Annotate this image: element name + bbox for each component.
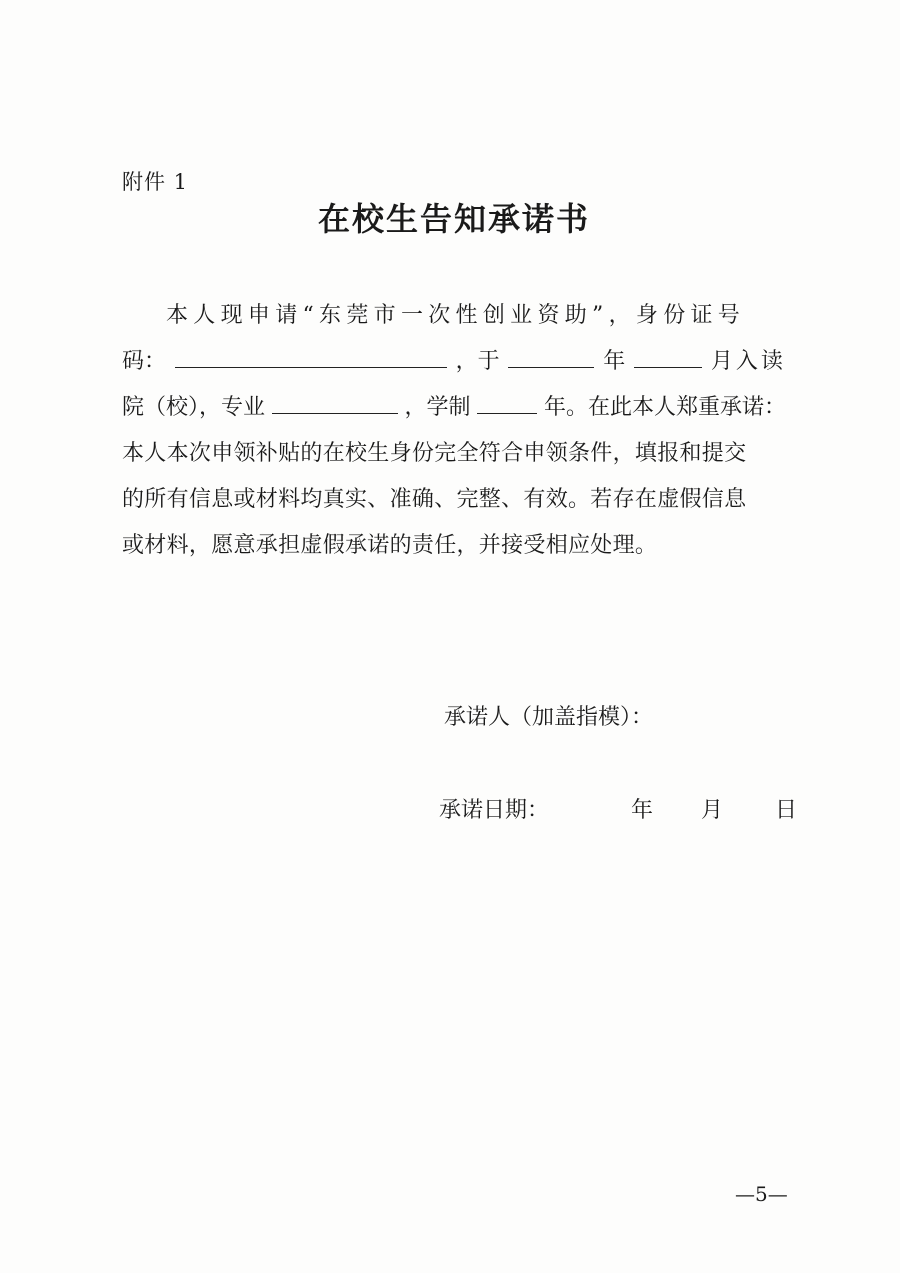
body-text-duration-label: ，学制 <box>404 395 471 420</box>
body-text-year-unit: 年 <box>603 349 626 374</box>
body-text-enroll-suffix: 月入读 <box>710 349 786 374</box>
signer-label: 承诺人（加盖指模）： <box>444 705 654 730</box>
body-text-line-6: 或材料，愿意承担虚假承诺的责任，并接受相应处理。 <box>122 533 658 558</box>
page-title: 在校生告知承诺书 <box>317 200 590 238</box>
body-line-1 <box>122 293 786 339</box>
enroll-year-blank <box>508 345 594 368</box>
body-line-3 <box>122 385 786 431</box>
body-text-pledge-intro: 年。在此本人郑重承诺： <box>543 395 786 420</box>
id-number-blank <box>175 345 447 368</box>
major-blank <box>272 391 398 414</box>
sign-date-year: 年 <box>631 798 654 823</box>
sign-date-day: 日 <box>775 798 798 823</box>
page-number: —5— <box>735 1182 788 1206</box>
body-text-line-5: 的所有信息或材料均真实、准确、完整、有效。若存在虚假信息 <box>122 487 747 512</box>
body-line-2 <box>122 339 786 385</box>
sign-date-month: 月 <box>701 798 724 823</box>
body-text-line-1: 本人现申请“东莞市一次性创业资助”，身份证号 <box>166 303 746 328</box>
body-text-id-label: 码： <box>122 349 167 374</box>
duration-blank <box>477 391 537 414</box>
body-text-enroll-prefix: ，于 <box>455 349 500 374</box>
pledge-body <box>122 293 786 569</box>
enroll-month-blank <box>634 345 702 368</box>
sign-date-label: 承诺日期： <box>439 798 550 823</box>
body-text-line-4: 本人本次申领补贴的在校生身份完全符合申领条件，填报和提交 <box>122 441 747 466</box>
body-line-5 <box>122 477 786 523</box>
body-line-6 <box>122 523 786 569</box>
body-line-4 <box>122 431 786 477</box>
body-text-major-label: 院（校），专业 <box>122 395 266 420</box>
sign-date-line <box>439 793 797 824</box>
attachment-label: 附件 1 <box>122 170 189 194</box>
